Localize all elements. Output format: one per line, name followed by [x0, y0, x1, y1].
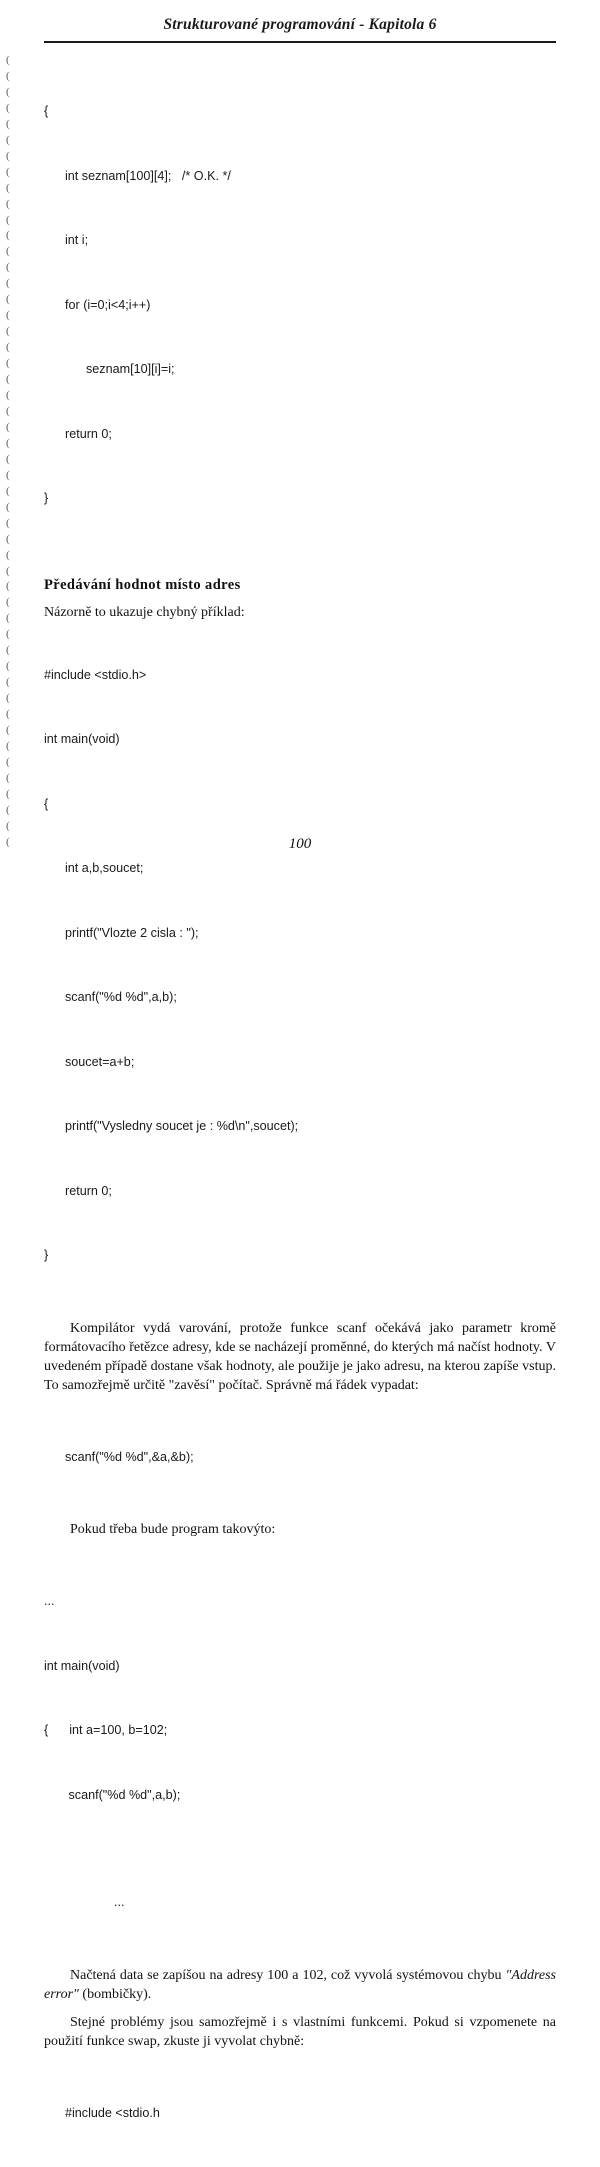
scan-mark: (	[6, 391, 20, 399]
scan-mark: (	[6, 359, 20, 367]
header-rule	[44, 41, 556, 43]
code-line: printf("Vysledny soucet je : %d\n",soucet);	[44, 1116, 556, 1138]
scan-mark: (	[6, 136, 20, 144]
scan-mark: (	[6, 487, 20, 495]
section-heading: Předávání hodnot místo adres	[44, 577, 556, 594]
code-line: }	[44, 1245, 556, 1267]
scan-mark: (	[6, 630, 20, 638]
scan-mark: (	[6, 678, 20, 686]
scan-mark: (	[6, 503, 20, 511]
code-line: scanf("%d %d",a,b);	[44, 1785, 556, 1807]
scan-mark: (	[6, 694, 20, 702]
scan-mark: (	[6, 231, 20, 239]
code-line: int seznam[100][4]; /* O.K. */	[44, 166, 556, 188]
code-line: int a,b,soucet;	[44, 858, 556, 880]
scan-mark: (	[6, 88, 20, 96]
code-block-2	[44, 622, 556, 1310]
scan-mark: (	[6, 598, 20, 606]
scan-mark: (	[6, 551, 20, 559]
code-line: {	[44, 101, 556, 123]
code-line: }	[44, 488, 556, 510]
scan-mark: (	[6, 519, 20, 527]
scan-mark: (	[6, 184, 20, 192]
code-block-4	[44, 1548, 556, 1957]
scan-mark: (	[6, 327, 20, 335]
paragraph-program-example: Pokud třeba bude program takovýto:	[44, 1520, 556, 1539]
code-line: return 0;	[44, 1181, 556, 1203]
paragraph-compiler-warning: Kompilátor vydá varování, protože funkce scanf očekává jako parametr kromě formátovacího řetězce adresy, kde se nacházejí proměnné, do kterých má načíst hodnoty. V uvedeném případě dostane však hodnoty, ale použije je jako adresu, na kterou zapíše vstup. To samozřejmě určitě "zavěsí" počítač. Správně má řádek vypadat:	[44, 1319, 556, 1395]
code-line: for (i=0;i<4;i++)	[44, 295, 556, 317]
code-line: printf("Vlozte 2 cisla : ");	[44, 923, 556, 945]
code-line: soucet=a+b;	[44, 1052, 556, 1074]
scan-mark: (	[6, 535, 20, 543]
code-line: { int a=100, b=102;	[44, 1720, 556, 1742]
scan-mark: (	[6, 710, 20, 718]
code-line: ...	[44, 1892, 556, 1914]
code-line: return 0;	[44, 424, 556, 446]
scan-mark: (	[6, 742, 20, 750]
code-line: #include <stdio.h	[44, 2103, 556, 2125]
scan-mark: (	[6, 311, 20, 319]
scan-mark: (	[6, 295, 20, 303]
code-block-5	[44, 2060, 556, 2167]
page-header	[44, 16, 556, 43]
scan-mark: (	[6, 247, 20, 255]
paragraph-address-error	[44, 1966, 556, 2004]
scan-mark: (	[6, 407, 20, 415]
code-block-3	[44, 1404, 556, 1512]
address-error-term: "Address error"	[44, 1968, 556, 2002]
scan-mark: (	[6, 726, 20, 734]
scan-mark: (	[6, 72, 20, 80]
scan-mark: (	[6, 56, 20, 64]
scan-mark: (	[6, 343, 20, 351]
scan-mark: (	[6, 439, 20, 447]
code-line: #include <stdio.h>	[44, 665, 556, 687]
code-line: scanf("%d %d",&a,&b);	[44, 1447, 556, 1469]
scan-artifacts	[6, 56, 20, 846]
paragraph-address-error-post: (bombičky).	[79, 1987, 151, 2002]
scan-mark: (	[6, 822, 20, 830]
scan-mark: (	[6, 104, 20, 112]
code-line: {	[44, 794, 556, 816]
code-line: int i;	[44, 230, 556, 252]
scan-mark: (	[6, 838, 20, 846]
scan-mark: (	[6, 758, 20, 766]
page-number: 100	[0, 836, 600, 853]
scan-mark: (	[6, 423, 20, 431]
scan-mark: (	[6, 455, 20, 463]
code-line: int main(void)	[44, 729, 556, 751]
scan-mark: (	[6, 120, 20, 128]
document-page	[0, 0, 600, 894]
scan-mark: (	[6, 168, 20, 176]
scan-mark: (	[6, 806, 20, 814]
paragraph-swap-function: Stejné problémy jsou samozřejmě i s vlastními funkcemi. Pokud si vzpomenete na použití funkce swap, zkuste ji vyvolat chybně:	[44, 2013, 556, 2051]
scan-mark: (	[6, 790, 20, 798]
scan-mark: (	[6, 582, 20, 590]
paragraph-address-error-pre: Načtená data se zapíšou na adresy 100 a 102, což vyvolá systémovou chybu	[70, 1968, 506, 1983]
code-line: seznam[10][i]=i;	[44, 359, 556, 381]
scan-mark: (	[6, 774, 20, 782]
scan-mark: (	[6, 646, 20, 654]
code-block-1	[44, 58, 556, 553]
scan-mark: (	[6, 662, 20, 670]
intro-paragraph: Názorně to ukazuje chybný příklad:	[44, 603, 556, 622]
scan-mark: (	[6, 614, 20, 622]
scan-mark: (	[6, 263, 20, 271]
scan-mark: (	[6, 200, 20, 208]
scan-mark: (	[6, 152, 20, 160]
scan-mark: (	[6, 216, 20, 224]
header-title: Strukturované programování - Kapitola 6	[44, 16, 556, 34]
scan-mark: (	[6, 471, 20, 479]
scan-mark: (	[6, 375, 20, 383]
code-line: ...	[44, 1591, 556, 1613]
page-content	[44, 58, 556, 2167]
code-line: int main(void)	[44, 1656, 556, 1678]
scan-mark: (	[6, 279, 20, 287]
scan-mark: (	[6, 567, 20, 575]
code-line: scanf("%d %d",a,b);	[44, 987, 556, 1009]
